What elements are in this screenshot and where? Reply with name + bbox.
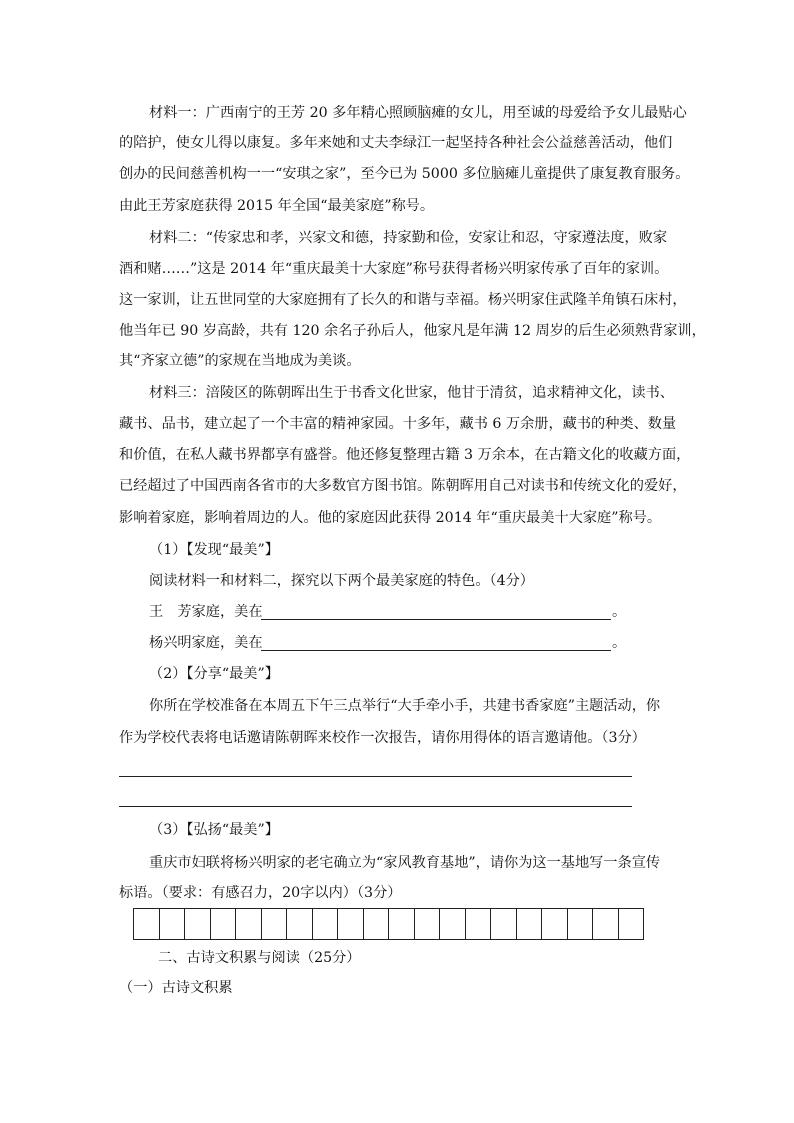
question-2-title: （2）【分享“最美”】: [149, 666, 279, 682]
answer-grid-cell[interactable]: [364, 909, 390, 939]
question-1-a-label: 王 芳家庭，美在: [149, 604, 263, 620]
question-1-prompt: 阅读材料一和材料二，探究以下两个最美家庭的特色。（4分）: [149, 573, 534, 589]
answer-grid-cell[interactable]: [134, 909, 160, 939]
material-1-line-4: 由此王芳家庭获得 2015 年全国“最美家庭”称号。: [119, 198, 435, 214]
question-3-title: （3）【弘扬“最美”】: [149, 822, 279, 838]
answer-grid-cell[interactable]: [338, 909, 364, 939]
answer-grid-cell[interactable]: [389, 909, 415, 939]
material-3-line-2: 藏书、品书，建立起了一个丰富的精神家园。十多年，藏书 6 万余册，藏书的种类、数量: [119, 416, 677, 432]
material-2-line-2: 酒和赌……”这是 2014 年“重庆最美十大家庭”称号获得者杨兴明家传承了百年的家训。: [119, 261, 669, 277]
material-2-line-3: 这一家训，让五世同堂的大家庭拥有了长久的和谐与幸福。杨兴明家住武隆羊角镇石床村，: [119, 292, 687, 308]
answer-grid-cell[interactable]: [160, 909, 186, 939]
answer-grid-cell[interactable]: [466, 909, 492, 939]
answer-grid-cell[interactable]: [440, 909, 466, 939]
answer-grid-cell[interactable]: [262, 909, 288, 939]
material-1-line-2: 的陪护，使女儿得以康复。多年来她和丈夫李绿江一起坚持各种社会公益慈善活动，他们: [119, 135, 673, 151]
slogan-answer-grid: [133, 908, 644, 940]
question-2-answer-line-2[interactable]: [119, 806, 632, 807]
question-1-b-label: 杨兴明家庭，美在: [149, 635, 263, 651]
question-2-answer-line-1[interactable]: [119, 776, 632, 777]
answer-grid-cell[interactable]: [568, 909, 594, 939]
material-3-line-5: 影响着家庭，影响着周边的人。他的家庭因此获得 2014 年“重庆最美十大家庭”称号。: [119, 510, 662, 526]
material-2-line-4: 他当年已 90 岁高龄，共有 120 余名子孙后人，他家凡是年满 12 周岁的后生必须熟背家训，: [119, 323, 706, 339]
answer-grid-cell[interactable]: [415, 909, 441, 939]
section-2-heading: 二、古诗文积累与阅读（25分）: [158, 950, 361, 966]
answer-grid-cell[interactable]: [211, 909, 237, 939]
material-3-line-3: 和价值，在私人藏书界都享有盛誉。他还修复整理古籍 3 万余本，在古籍文化的收藏方面，: [119, 447, 691, 463]
question-2-line-2: 作为学校代表将电话邀请陈朝晖来校作一次报告，请你用得体的语言邀请他。（3分）: [119, 730, 646, 746]
answer-grid-cell[interactable]: [491, 909, 517, 939]
question-3-line-1: 重庆市妇联将杨兴明家的老宅确立为“家风教育基地”，请你为这一基地写一条宣传: [149, 855, 661, 871]
question-1-b-period: 。: [612, 635, 627, 651]
answer-grid-cell[interactable]: [287, 909, 313, 939]
answer-grid-cell[interactable]: [185, 909, 211, 939]
question-1-title: （1）【发现“最美”】: [149, 542, 279, 558]
answer-grid-cell[interactable]: [517, 909, 543, 939]
answer-grid-cell[interactable]: [236, 909, 262, 939]
question-2-line-1: 你所在学校准备在本周五下午三点举行“大手牵小手，共建书香家庭”主题活动，你: [149, 698, 661, 714]
question-1-a-period: 。: [612, 604, 627, 620]
material-3-line-1: 材料三：涪陵区的陈朝晖出生于书香文化世家，他甘于清贫，追求精神文化，读书、: [149, 385, 674, 401]
material-1-line-3: 创办的民间慈善机构一一“安琪之家”，至今已为 5000 多位脑瘫儿童提供了康复教育服务。: [119, 166, 690, 182]
material-1-line-1: 材料一：广西南宁的王芳 20 多年精心照顾脑瘫的女儿，用至诚的母爱给予女儿最贴心: [149, 105, 687, 121]
material-2-line-1: 材料二：“传家忠和孝，兴家文和德，持家勤和俭，安家让和忍，守家遵法度，败家: [149, 230, 668, 246]
question-3-line-2: 标语。（要求：有感召力，20字以内）（3分）: [119, 885, 402, 901]
material-3-line-4: 已经超过了中国西南各省市的大多数官方图书馆。陈朝晖用自己对读书和传统文化的爱好，: [119, 478, 687, 494]
answer-grid-cell[interactable]: [542, 909, 568, 939]
subsection-1-heading: （一）古诗文积累: [119, 980, 233, 996]
answer-grid-cell[interactable]: [619, 909, 645, 939]
question-1-a-answer-line[interactable]: [261, 619, 611, 620]
answer-grid-cell[interactable]: [593, 909, 619, 939]
question-1-b-answer-line[interactable]: [261, 650, 611, 651]
material-2-line-5: 其“齐家立德”的家规在当地成为美谈。: [119, 353, 361, 369]
answer-grid-cell[interactable]: [313, 909, 339, 939]
